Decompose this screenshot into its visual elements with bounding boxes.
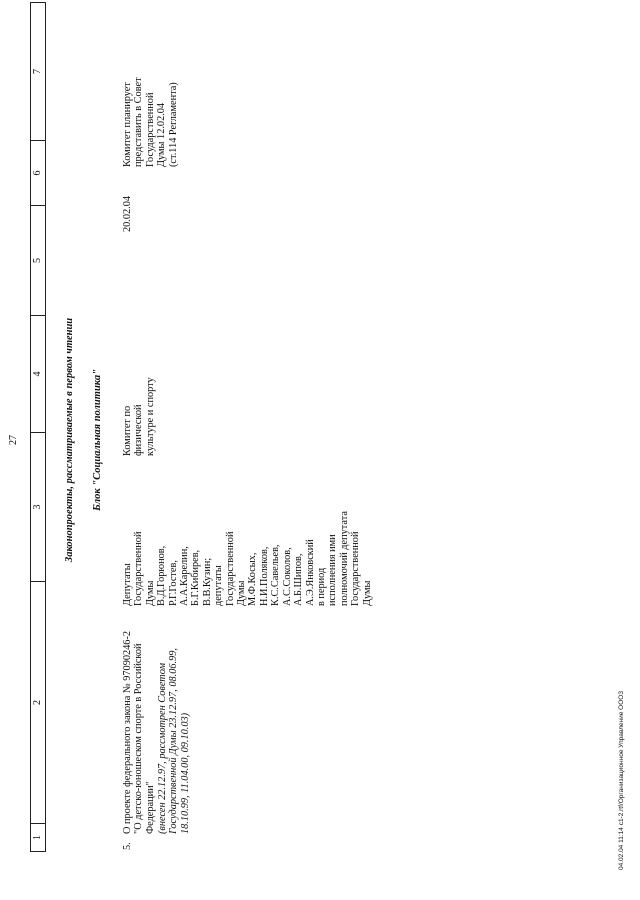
bill-authors: Депутаты Государственной Думы В.Д.Горюнов, Р.Г.Гостев, А.А.Карелин, Б.Г.Кибирев, В.В.Кузин; депутаты Государственной Думы М.Ф.Косых, Н.И.Поляков, К.С.Савельев, А.С.Соколов, А.Б.Шипов, А.Э.Янковский в период исполнения ими полномочий депутата Государственной Думы — [122, 511, 373, 606]
column-header-4: 4 — [31, 315, 45, 432]
block-title: Блок "Социальная политика" — [92, 369, 103, 511]
column-header-row — [30, 2, 46, 852]
column-header-1: 1 — [31, 823, 45, 851]
column-header-3: 3 — [31, 432, 45, 581]
column-header-6: 6 — [31, 140, 45, 205]
page-number: 27 — [8, 435, 19, 445]
committee-note: Комитет планирует представить в Совет Государственной Думы 12.02.04 (ст.114 Регламента) — [122, 77, 179, 167]
section-title: Законопроекты, рассматриваемые в первом чтении — [64, 317, 75, 563]
bill-title: О проекте федерального закона № 97090246-2 "О детско-юношеском спорте в Российской Федерации" — [122, 630, 156, 834]
column-header-7: 7 — [32, 69, 43, 74]
column-header-2: 2 — [31, 581, 45, 823]
bill-history: (внесен 22.12.97, рассмотрен Советом Государственной Думы 23.12.97, 08.06.99, 18.10.99, 11.04.00, 09.10.03) — [157, 648, 191, 834]
column-header-5: 5 — [31, 205, 45, 315]
footer-file-info: 04.02.04 11:14 c1-2.rtf/Организационное Управление ООО3 — [618, 691, 625, 870]
row-number: 5. — [122, 842, 133, 850]
planned-date: 20.02.04 — [122, 195, 133, 232]
responsible-committee: Комитет по физической культуре и спорту — [122, 377, 156, 456]
